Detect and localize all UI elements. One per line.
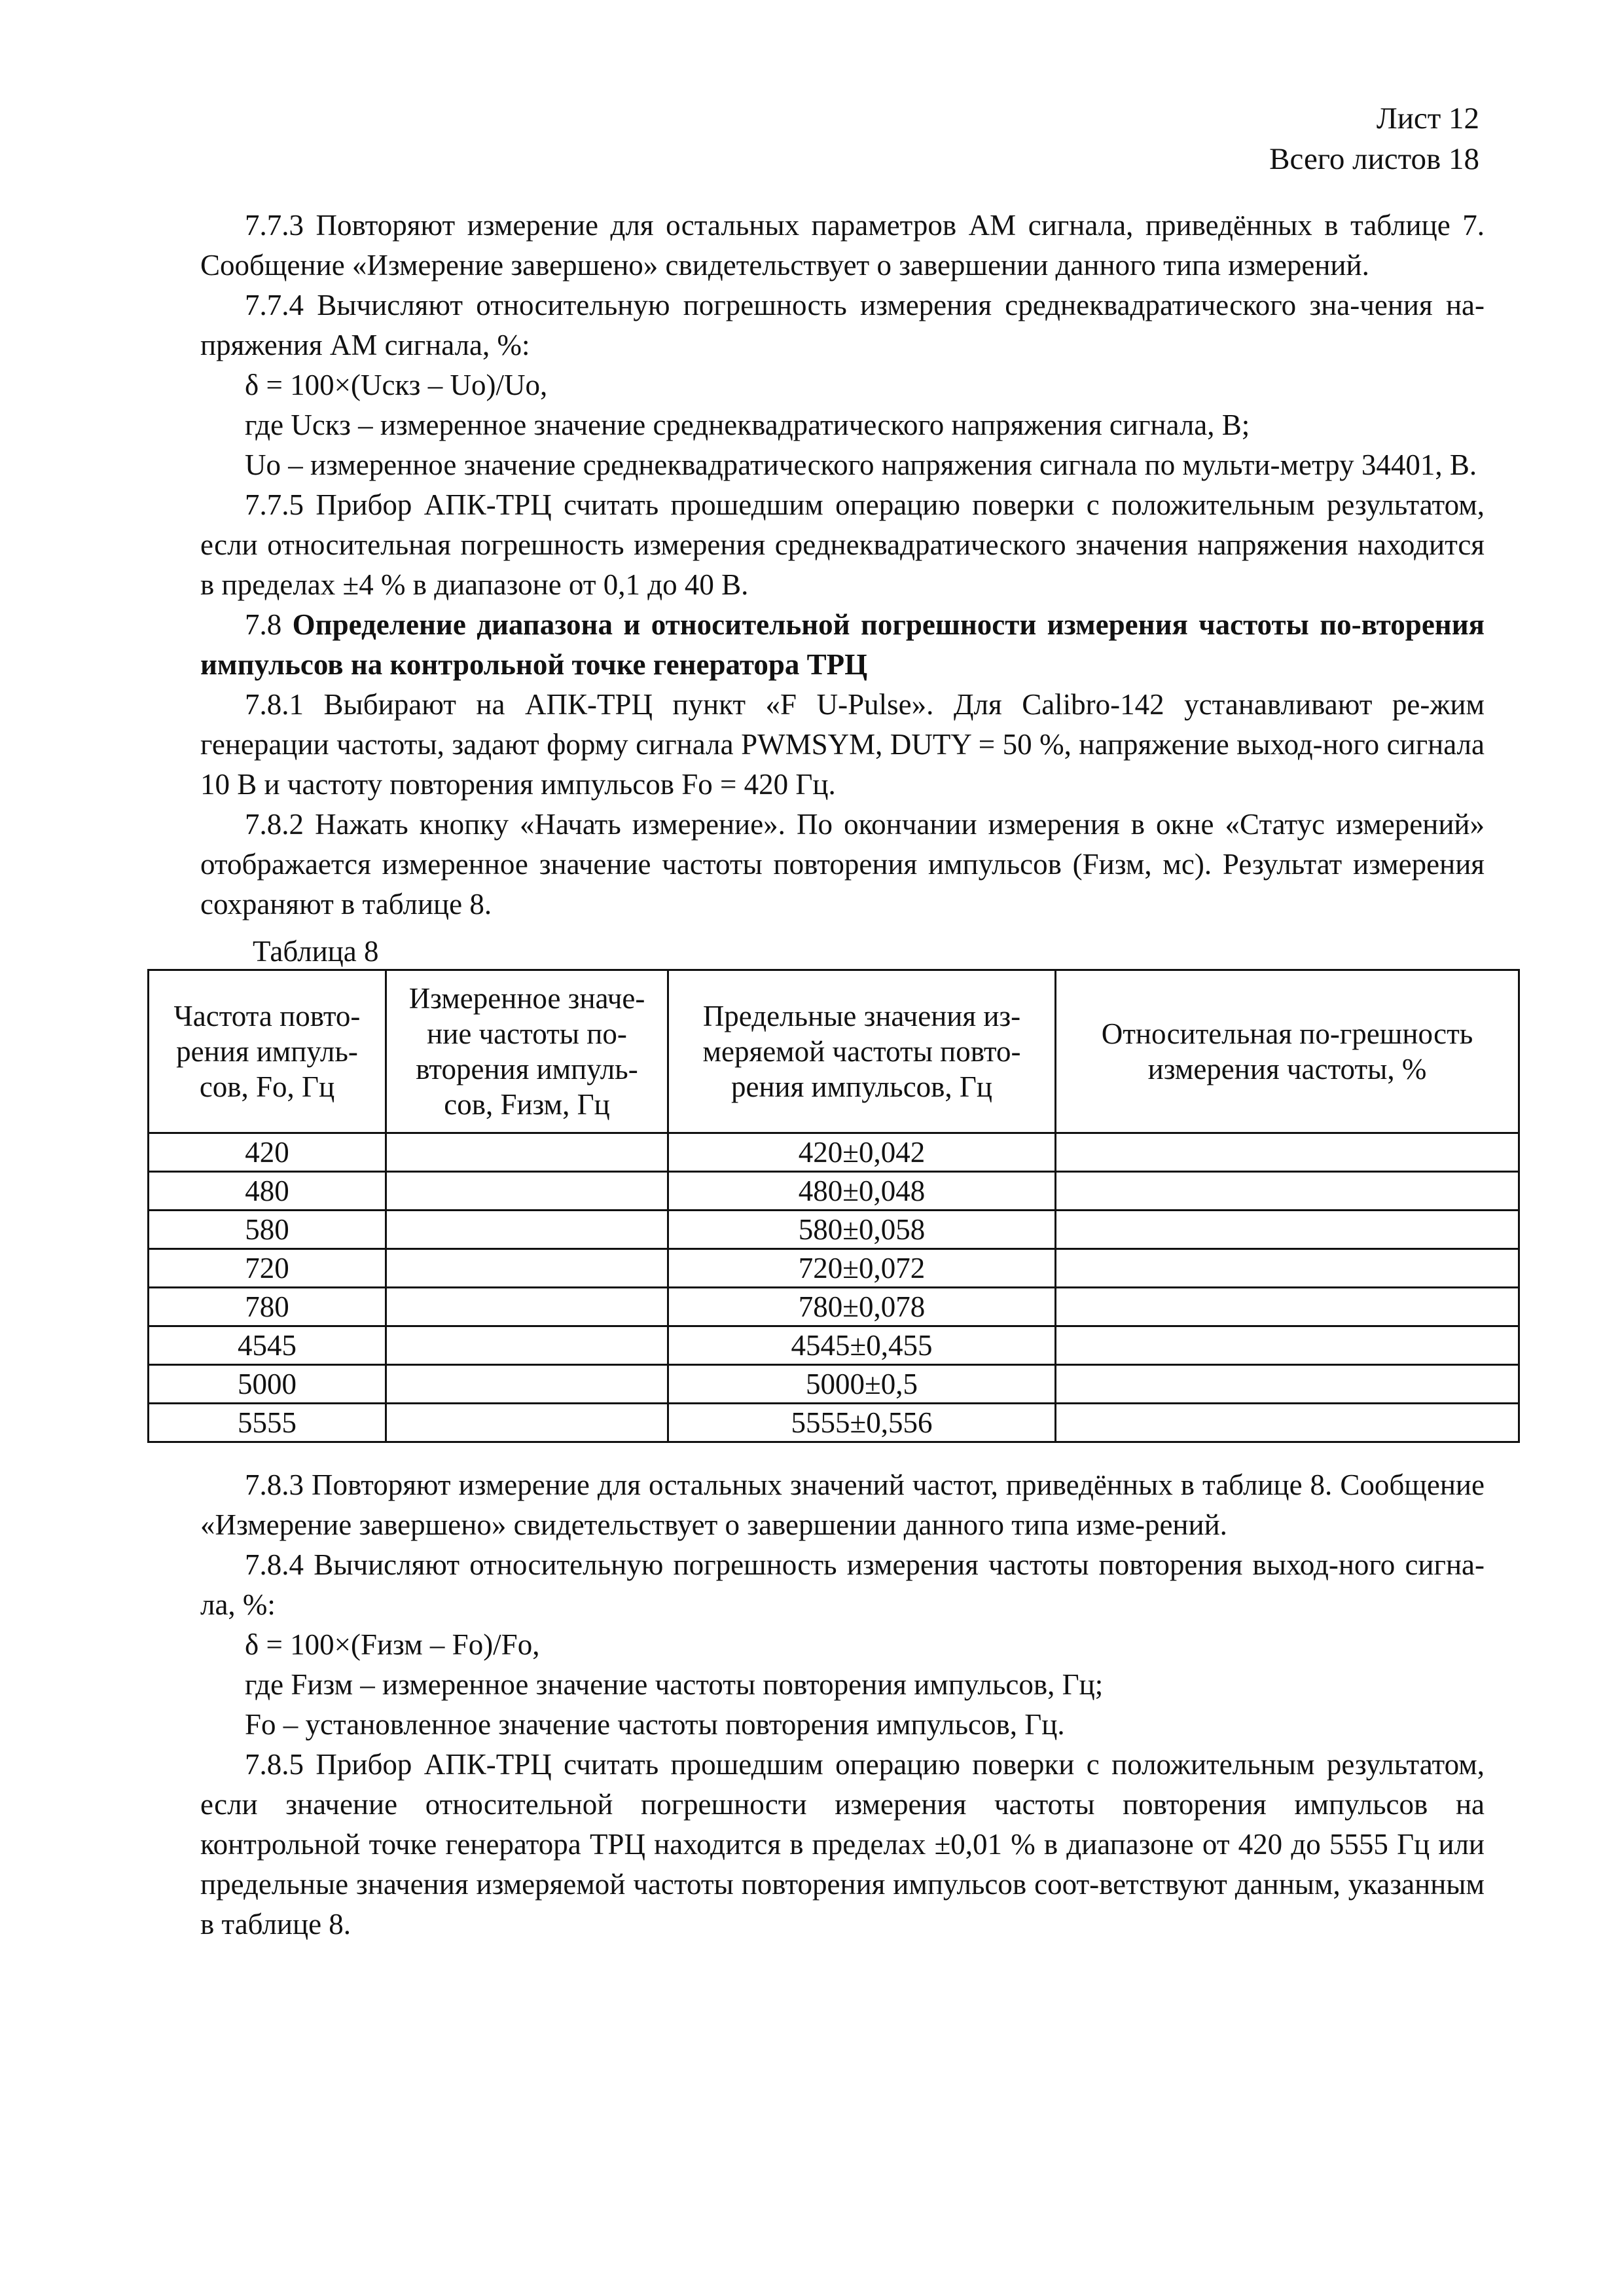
where-7-8-4-a: где Fизм – измеренное значение частоты повторения импульсов, Гц; [245,1668,1104,1701]
where-7-8-4-b: Fо – установленное значение частоты повторения импульсов, Гц. [245,1708,1065,1741]
cell-limit-value: 4545±0,455 [668,1326,1056,1365]
cell-measured-frequency [386,1288,668,1326]
cell-limit-value: 780±0,078 [668,1288,1056,1326]
table-row [149,1365,1519,1404]
cell-nominal-frequency: 4545 [149,1326,386,1365]
section-number: 7.8 [245,608,282,641]
cell-limit-value: 5555±0,556 [668,1404,1056,1442]
page-header [1269,98,1479,179]
cell-nominal-frequency: 5000 [149,1365,386,1404]
paragraph-7-7-3: 7.7.3 Повторяют измерение для остальных параметров АМ сигнала, приведённых в таблице 7. Сообщение «Измерение завершено» свидетельствует о завершении данного типа измерений. [200,209,1485,282]
paragraph-7-8-5: 7.8.5 Прибор АПК-ТРЦ считать прошедшим операцию поверки с положительным результатом, если значение относительной погрешности измерения частоты повторения импульсов на контрольной точке генератора ТРЦ находится в пределах ±0,01 % в диапазоне от 420 до 5555 Гц или предельные значения измеряемой частоты повторения импульсов соот-ветствуют данным, указанным в таблице 8. [200,1748,1485,1941]
paragraph-7-7-4: 7.7.4 Вычисляют относительную погрешность измерения среднеквадратического зна-чения на-пряжения АМ сигнала, %: [200,289,1485,361]
cell-relative-error [1056,1365,1519,1404]
paragraph-7-7-5: 7.7.5 Прибор АПК-ТРЦ считать прошедшим операцию поверки с положительным результатом, если относительная погрешность измерения среднеквадратического значения напряжения находится в пределах ±4 % в диапазоне от 0,1 до 40 В. [200,488,1485,601]
cell-relative-error [1056,1211,1519,1249]
section-heading-7-8 [200,605,1485,685]
cell-measured-frequency [386,1249,668,1288]
cell-relative-error [1056,1133,1519,1172]
cell-nominal-frequency: 580 [149,1211,386,1249]
table-row [149,1249,1519,1288]
cell-relative-error [1056,1326,1519,1365]
section-title: Определение диапазона и относительной погрешности измерения частоты по-вторения импульсов на контрольной точке генератора ТРЦ [200,608,1485,681]
cell-measured-frequency [386,1365,668,1404]
cell-nominal-frequency: 420 [149,1133,386,1172]
sheet-number: Лист 12 [1376,101,1479,136]
header-cell-nominal-frequency: Частота повто-рения импуль-сов, Fо, Гц [149,970,386,1133]
cell-relative-error [1056,1249,1519,1288]
where-7-7-4-a: где Uскз – измеренное значение среднеквадратического напряжения сигнала, В; [245,409,1250,441]
table-row [149,1326,1519,1365]
header-cell-measured-frequency: Измеренное значе-ние частоты по-вторения импуль-сов, Fизм, Гц [386,970,668,1133]
paragraph-7-8-2: 7.8.2 Нажать кнопку «Начать измерение». По окончании измерения в окне «Статус измерений» отображается измеренное значение частоты повторения импульсов (Fизм, мс). Результат измерения сохраняют в таблице 8. [200,808,1485,920]
formula-7-7-4: δ = 100×(Uскз – Uо)/Uо, [245,369,548,401]
cell-measured-frequency [386,1404,668,1442]
cell-measured-frequency [386,1326,668,1365]
table-caption: Таблица 8 [253,935,379,968]
paragraph-7-8-3: 7.8.3 Повторяют измерение для остальных значений частот, приведённых в таблице 8. Сообщение «Измерение завершено» свидетельствует о завершении данного типа изме-рений. [200,1468,1485,1541]
cell-limit-value: 5000±0,5 [668,1365,1056,1404]
where-7-7-4-b: Uо – измеренное значение среднеквадратического напряжения сигнала по мульти-метру 34401, В. [245,448,1477,481]
cell-limit-value: 420±0,042 [668,1133,1056,1172]
cell-limit-value: 720±0,072 [668,1249,1056,1288]
table-body [149,1133,1519,1442]
total-sheets: Всего листов 18 [1269,142,1479,176]
table-row [149,1288,1519,1326]
cell-limit-value: 480±0,048 [668,1172,1056,1211]
table-row [149,1404,1519,1442]
cell-limit-value: 580±0,058 [668,1211,1056,1249]
cell-relative-error [1056,1172,1519,1211]
cell-nominal-frequency: 780 [149,1288,386,1326]
cell-measured-frequency [386,1172,668,1211]
header-cell-relative-error: Относительная по-грешность измерения частоты, % [1056,970,1519,1133]
paragraph-7-8-4: 7.8.4 Вычисляют относительную погрешность измерения частоты повторения выход-ного сигна-ла, %: [200,1548,1485,1621]
table-row [149,1172,1519,1211]
table-row [149,1133,1519,1172]
cell-nominal-frequency: 720 [149,1249,386,1288]
cell-measured-frequency [386,1211,668,1249]
paragraph-7-8-1: 7.8.1 Выбирают на АПК-ТРЦ пункт «F U-Pulse». Для Calibro-142 устанавливают ре-жим генерации частоты, задают форму сигнала PWMSYM, DUTY = 50 %, напряжение выход-ного сигнала 10 В и частоту повторения импульсов Fо = 420 Гц. [200,688,1485,801]
document-body [173,206,1485,1944]
cell-relative-error [1056,1404,1519,1442]
table-header-row [149,970,1519,1133]
cell-measured-frequency [386,1133,668,1172]
table-row [149,1211,1519,1249]
cell-nominal-frequency: 5555 [149,1404,386,1442]
cell-relative-error [1056,1288,1519,1326]
table-8 [147,969,1520,1443]
header-cell-limit-values: Предельные значения из-меряемой частоты повто-рения импульсов, Гц [668,970,1056,1133]
formula-7-8-4: δ = 100×(Fизм – Fо)/Fо, [245,1628,540,1661]
cell-nominal-frequency: 480 [149,1172,386,1211]
